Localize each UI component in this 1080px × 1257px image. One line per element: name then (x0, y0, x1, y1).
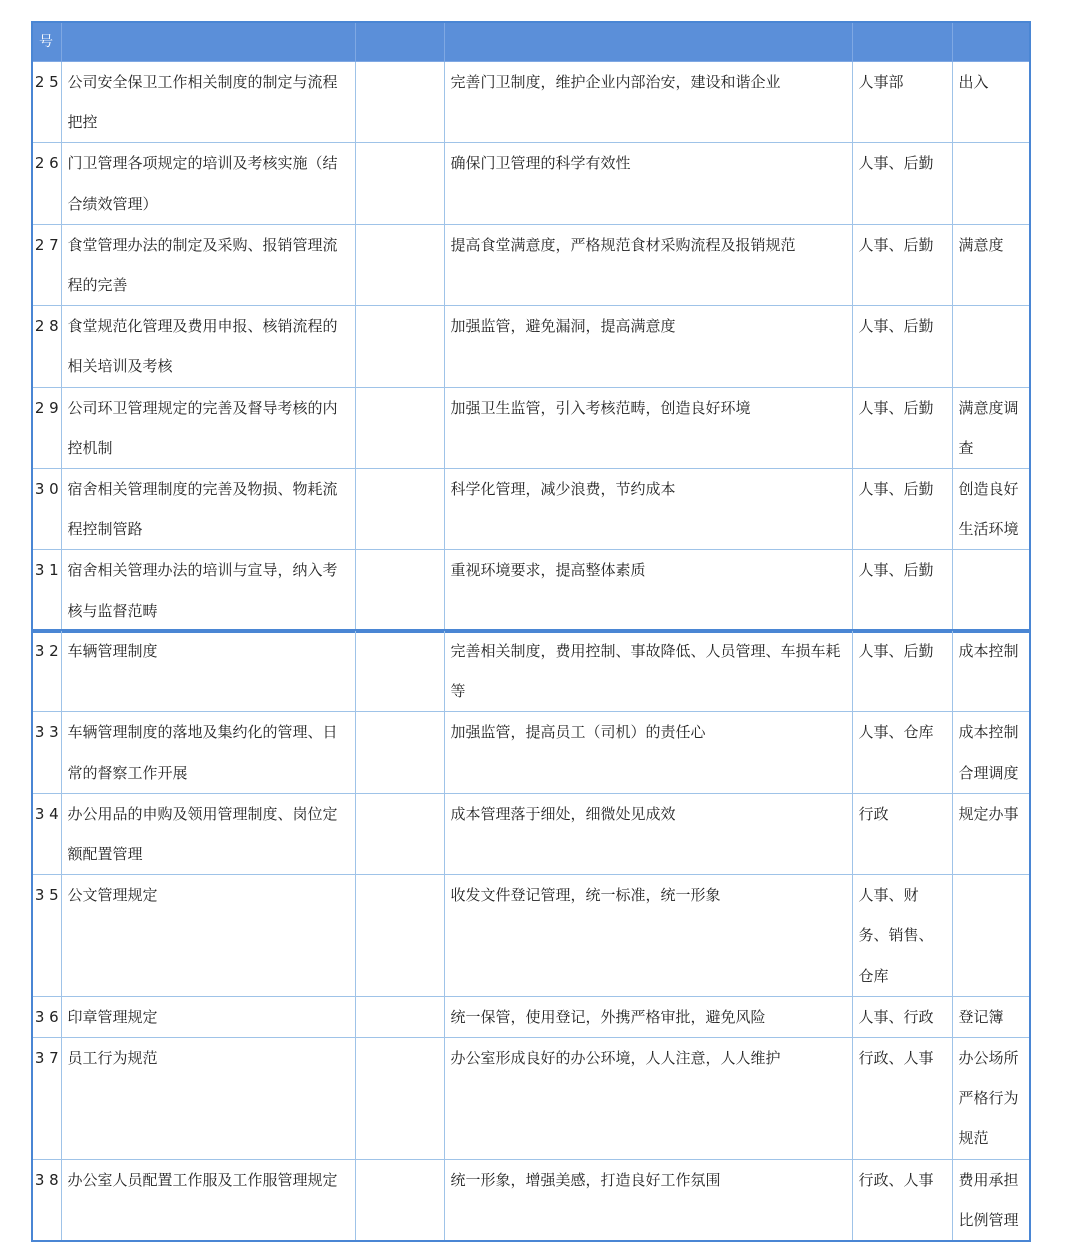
remark-cell (952, 143, 1030, 224)
table-row (32, 387, 1030, 468)
goal-cell: 科学化管理，减少浪费，节约成本 (444, 469, 852, 550)
row-number-cell: 3 8 (32, 1159, 61, 1241)
blank-cell (355, 387, 444, 468)
goal-cell: 重视环境要求，提高整体素质 (444, 550, 852, 632)
item-cell: 车辆管理制度 (61, 630, 355, 712)
header-cell (355, 22, 444, 62)
table-row (32, 996, 1030, 1037)
table-row (32, 1038, 1030, 1160)
row-number-cell: 3 1 (32, 550, 61, 632)
blank-cell (355, 996, 444, 1037)
table-row (32, 469, 1030, 550)
item-cell: 公司安全保卫工作相关制度的制定与流程把控 (61, 62, 355, 143)
header-cell (852, 22, 952, 62)
table-row (32, 143, 1030, 224)
goal-cell: 确保门卫管理的科学有效性 (444, 143, 852, 224)
remark-cell: 创造良好生活环境 (952, 469, 1030, 550)
department-cell: 人事、后勤 (852, 630, 952, 712)
item-cell: 宿舍相关管理制度的完善及物损、物耗流程控制管路 (61, 469, 355, 550)
remark-cell (952, 306, 1030, 387)
blank-cell (355, 793, 444, 874)
goal-cell: 收发文件登记管理，统一标准，统一形象 (444, 875, 852, 997)
remark-cell: 费用承担比例管理 (952, 1159, 1030, 1241)
header-cell (952, 22, 1030, 62)
row-number-cell: 3 5 (32, 875, 61, 997)
row-number-cell: 3 7 (32, 1038, 61, 1160)
item-cell: 公司环卫管理规定的完善及督导考核的内控机制 (61, 387, 355, 468)
goal-cell: 完善门卫制度，维护企业内部治安，建设和谐企业 (444, 62, 852, 143)
remark-cell: 满意度 (952, 224, 1030, 305)
remark-cell (952, 550, 1030, 632)
goal-cell: 加强监管，避免漏洞，提高满意度 (444, 306, 852, 387)
item-cell: 食堂管理办法的制定及采购、报销管理流程的完善 (61, 224, 355, 305)
table-row (32, 306, 1030, 387)
table-row (32, 550, 1030, 632)
department-cell: 行政、人事 (852, 1038, 952, 1160)
remark-cell: 满意度调查 (952, 387, 1030, 468)
blank-cell (355, 306, 444, 387)
table-row (32, 62, 1030, 143)
table-row (32, 712, 1030, 793)
item-cell: 车辆管理制度的落地及集约化的管理、日常的督察工作开展 (61, 712, 355, 793)
goal-cell: 统一保管，使用登记，外携严格审批，避免风险 (444, 996, 852, 1037)
table-row (32, 630, 1030, 712)
row-number-cell: 2 7 (32, 224, 61, 305)
department-cell: 行政 (852, 793, 952, 874)
row-number-cell: 3 0 (32, 469, 61, 550)
goal-cell: 统一形象，增强美感，打造良好工作氛围 (444, 1159, 852, 1241)
department-cell: 人事、后勤 (852, 469, 952, 550)
item-cell: 门卫管理各项规定的培训及考核实施（结合绩效管理） (61, 143, 355, 224)
department-cell: 人事、后勤 (852, 306, 952, 387)
remark-cell: 成本控制 (952, 630, 1030, 712)
department-cell: 行政、人事 (852, 1159, 952, 1241)
goal-cell: 提高食堂满意度，严格规范食材采购流程及报销规范 (444, 224, 852, 305)
item-cell: 办公用品的申购及领用管理制度、岗位定额配置管理 (61, 793, 355, 874)
goal-cell: 办公室形成良好的办公环境，人人注意，人人维护 (444, 1038, 852, 1160)
blank-cell (355, 630, 444, 712)
blank-cell (355, 875, 444, 997)
row-number-cell: 3 4 (32, 793, 61, 874)
blank-cell (355, 62, 444, 143)
header-cell (61, 22, 355, 62)
table-row (32, 224, 1030, 305)
item-cell: 办公室人员配置工作服及工作服管理规定 (61, 1159, 355, 1241)
goal-cell: 完善相关制度，费用控制、事故降低、人员管理、车损车耗等 (444, 630, 852, 712)
header-no-cell: 号 (32, 22, 61, 62)
remark-cell: 规定办事 (952, 793, 1030, 874)
row-number-cell: 2 6 (32, 143, 61, 224)
goal-cell: 加强监管，提高员工（司机）的责任心 (444, 712, 852, 793)
table-row (32, 875, 1030, 997)
item-cell: 印章管理规定 (61, 996, 355, 1037)
remark-cell (952, 875, 1030, 997)
remark-cell: 出入 (952, 62, 1030, 143)
goal-cell: 成本管理落于细处，细微处见成效 (444, 793, 852, 874)
department-cell: 人事、后勤 (852, 550, 952, 632)
table-row (32, 1159, 1030, 1241)
department-cell: 人事、后勤 (852, 387, 952, 468)
item-cell: 食堂规范化管理及费用申报、核销流程的相关培训及考核 (61, 306, 355, 387)
remark-cell: 登记簿 (952, 996, 1030, 1037)
row-number-cell: 3 2 (32, 630, 61, 712)
blank-cell (355, 469, 444, 550)
blank-cell (355, 1159, 444, 1241)
blank-cell (355, 550, 444, 632)
table-header-row (32, 22, 1030, 62)
row-number-cell: 3 6 (32, 996, 61, 1037)
item-cell: 宿舍相关管理办法的培训与宣导，纳入考核与监督范畴 (61, 550, 355, 632)
department-cell: 人事、后勤 (852, 224, 952, 305)
row-number-cell: 2 5 (32, 62, 61, 143)
blank-cell (355, 143, 444, 224)
row-number-cell: 3 3 (32, 712, 61, 793)
department-cell: 人事、仓库 (852, 712, 952, 793)
remark-cell: 办公场所严格行为规范 (952, 1038, 1030, 1160)
department-cell: 人事部 (852, 62, 952, 143)
plan-table-part-2 (31, 629, 1031, 1242)
item-cell: 员工行为规范 (61, 1038, 355, 1160)
remark-cell: 成本控制合理调度 (952, 712, 1030, 793)
row-number-cell: 2 8 (32, 306, 61, 387)
row-number-cell: 2 9 (32, 387, 61, 468)
blank-cell (355, 712, 444, 793)
item-cell: 公文管理规定 (61, 875, 355, 997)
department-cell: 人事、行政 (852, 996, 952, 1037)
department-cell: 人事、后勤 (852, 143, 952, 224)
blank-cell (355, 1038, 444, 1160)
blank-cell (355, 224, 444, 305)
plan-table-part-1 (31, 21, 1031, 633)
header-cell (444, 22, 852, 62)
table-row (32, 793, 1030, 874)
goal-cell: 加强卫生监管，引入考核范畴，创造良好环境 (444, 387, 852, 468)
department-cell: 人事、财务、销售、仓库 (852, 875, 952, 997)
